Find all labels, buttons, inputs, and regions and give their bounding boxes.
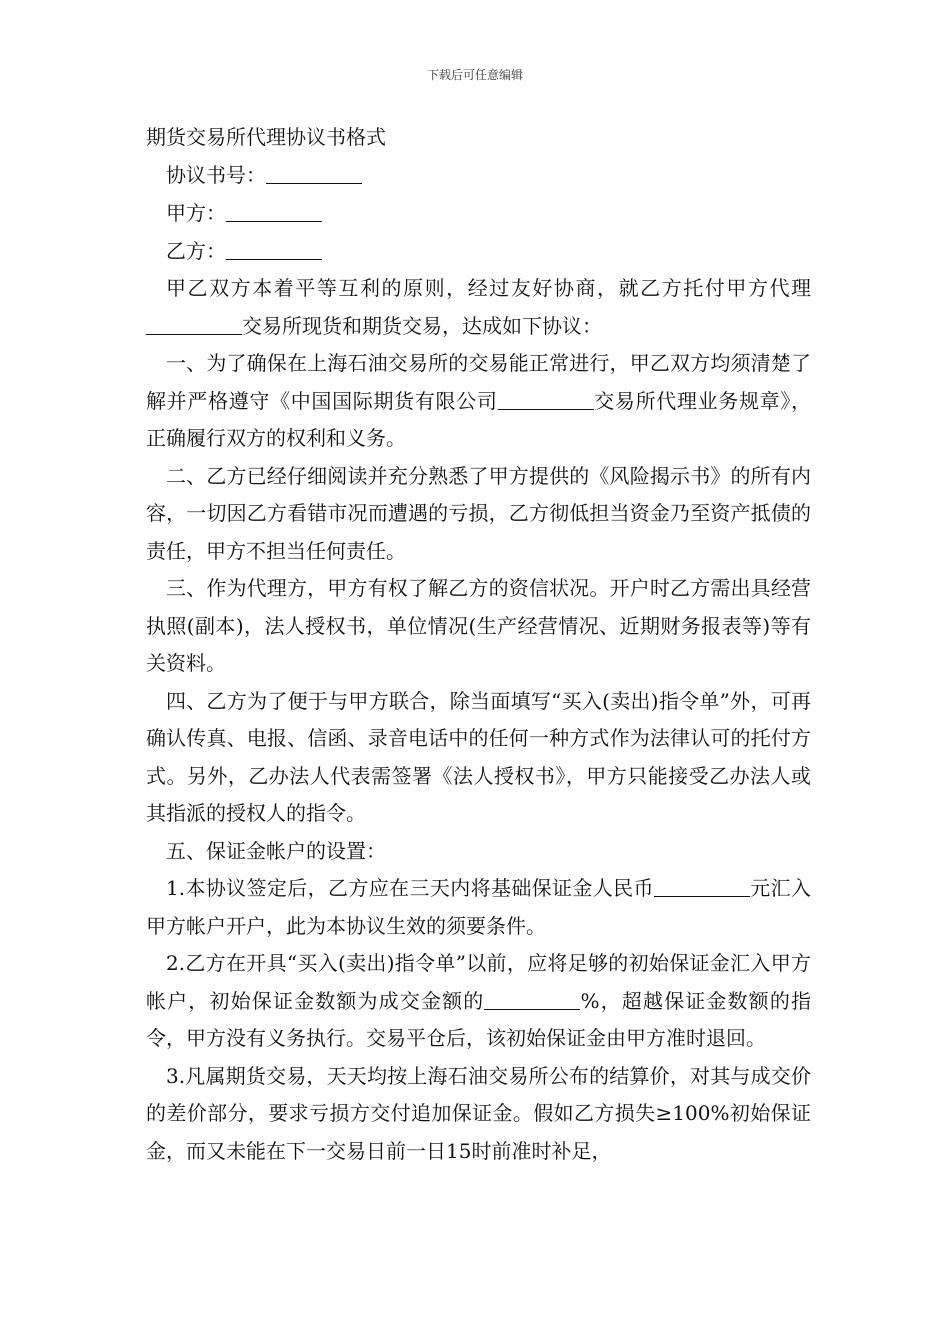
clause-4-paragraph: 四、乙方为了便于与甲方联合，除当面填写“买入(卖出)指令单”外，可再确认传真、电报、信函、录音电话中的任何一种方式作为法律认可的托付方式。另外，乙办法人代表需签署《法人授权书》，甲方只能接受乙办法人或其指派的授权人的指令。 <box>146 688 811 825</box>
page-header-note: 下载后可任意编辑 <box>426 68 523 82</box>
clause-5-3-paragraph: 3.凡属期货交易，天天均按上海石油交易所公布的结算价，对其与成交价的差价部分，要求亏损方交付追加保证金。假如乙方损失≥100%初始保证金，而又未能在下一交易日前一日15时前准时补足， <box>146 1063 811 1163</box>
exchange-rules-blank[interactable] <box>498 387 594 410</box>
party-b-line <box>146 232 811 270</box>
clause-1-text-2: 交易所代理业务规章》，正确履行双方的权利和义务。 <box>146 388 812 450</box>
margin-percentage-blank[interactable] <box>484 987 580 1010</box>
agreement-number-label: 协议书号： <box>166 163 266 187</box>
party-b-blank[interactable] <box>226 237 322 260</box>
intro-paragraph <box>146 270 811 345</box>
party-a-line <box>146 194 811 232</box>
agreement-number-blank[interactable] <box>266 161 362 184</box>
party-b-label: 乙方： <box>166 239 226 263</box>
document-body <box>146 118 811 1170</box>
clause-5-2-text-1: 2.乙方在开具“买入(卖出)指令单”以前，应将足够的初始保证金汇入甲方帐户，初始保证金数额为成交金额的 <box>146 951 811 1013</box>
clause-1-paragraph <box>146 345 811 458</box>
party-a-blank[interactable] <box>226 199 322 222</box>
base-deposit-amount-blank[interactable] <box>654 874 750 897</box>
clause-5-1-text-2: 元汇入甲方帐户开户，此为本协议生效的须要条件。 <box>146 876 811 938</box>
intro-text-1: 甲乙双方本着平等互利的原则，经过友好协商，就乙方托付甲方代理 <box>166 276 811 300</box>
agreement-number-line <box>146 156 811 194</box>
clause-1-text-1: 一、为了确保在上海石油交易所的交易能正常进行，甲乙双方均须清楚了解并严格遵守《中国国际期货有限公司 <box>146 351 811 413</box>
intro-text-2: 交易所现货和期货交易，达成如下协议： <box>242 313 602 338</box>
clause-5-2-paragraph <box>146 945 811 1058</box>
clause-3-paragraph: 三、作为代理方，甲方有权了解乙方的资信状况。开户时乙方需出具经营执照(副本)，法人授权书，单位情况(生产经营情况、近期财务报表等)等有关资料。 <box>146 576 811 675</box>
clause-5-heading: 五、保证金帐户的设置： <box>166 838 386 863</box>
party-a-label: 甲方： <box>166 201 226 225</box>
document-title: 期货交易所代理协议书格式 <box>146 125 386 149</box>
exchange-name-blank[interactable] <box>146 312 242 335</box>
clause-5-2-text-2: %，超越保证金数额的指令，甲方没有义务执行。交易平仓后，该初始保证金由甲方准时退回。 <box>146 988 811 1050</box>
clause-5-1-text-1: 1.本协议签定后，乙方应在三天内将基础保证金人民币 <box>166 876 654 900</box>
clause-5-1-paragraph <box>146 870 811 945</box>
clause-2-paragraph: 二、乙方已经仔细阅读并充分熟悉了甲方提供的《风险揭示书》的所有内容，一切因乙方看错市况而遭遇的亏损，乙方彻低担当资金乃至资产抵债的责任，甲方不担当任何责任。 <box>146 463 811 563</box>
